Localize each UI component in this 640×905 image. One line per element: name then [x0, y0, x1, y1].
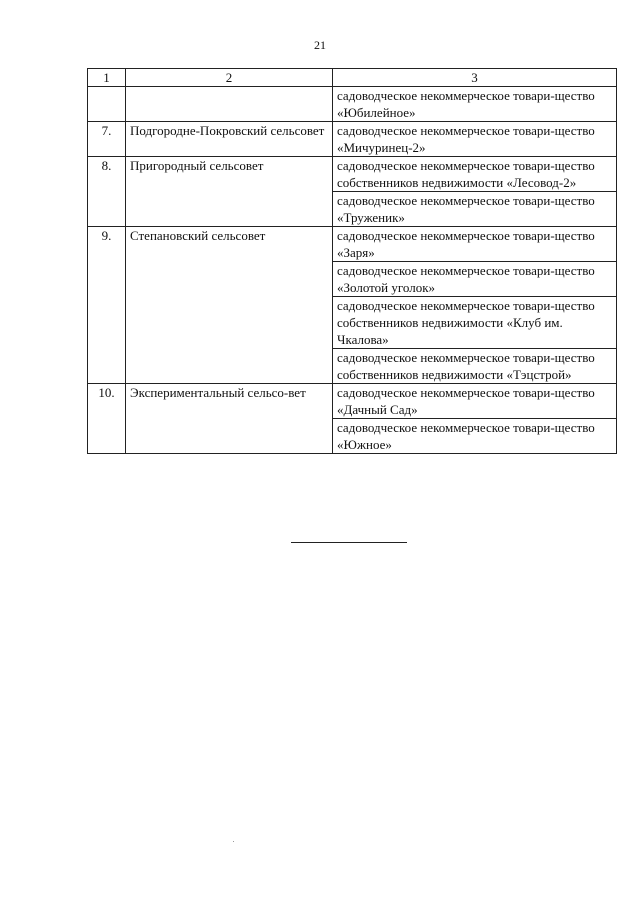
column-header: 2 [126, 69, 333, 87]
entity-name: садоводческое некоммерческое товари-щество «Южное» [333, 419, 617, 454]
organizations-table [87, 68, 617, 454]
row-number: 8. [88, 157, 126, 227]
scan-speck [233, 841, 234, 842]
table-row [88, 227, 617, 262]
entity-name: садоводческое некоммерческое товари-щество собственников недвижимости «Клуб им. Чкалова» [333, 297, 617, 349]
table-row [88, 87, 617, 122]
entity-name: садоводческое некоммерческое товари-щество «Труженик» [333, 192, 617, 227]
table-row [88, 122, 617, 157]
entity-name: садоводческое некоммерческое товари-щество «Дачный Сад» [333, 384, 617, 419]
district-name: Экспериментальный сельсо-вет [126, 384, 333, 454]
row-number [88, 87, 126, 122]
end-divider [291, 542, 407, 543]
entity-name: садоводческое некоммерческое товари-щество собственников недвижимости «Тэцстрой» [333, 349, 617, 384]
entity-name: садоводческое некоммерческое товари-щество «Мичуринец-2» [333, 122, 617, 157]
entity-name: садоводческое некоммерческое товари-щество «Заря» [333, 227, 617, 262]
entity-name: садоводческое некоммерческое товари-щество собственников недвижимости «Лесовод-2» [333, 157, 617, 192]
entity-name: садоводческое некоммерческое товари-щество «Юбилейное» [333, 87, 617, 122]
district-name: Пригородный сельсовет [126, 157, 333, 227]
district-name [126, 87, 333, 122]
column-header: 3 [333, 69, 617, 87]
page-number: 21 [314, 38, 326, 52]
district-name: Степановский сельсовет [126, 227, 333, 384]
column-header: 1 [88, 69, 126, 87]
district-name: Подгородне-Покровский сельсовет [126, 122, 333, 157]
table-header-row [88, 69, 617, 87]
table-row [88, 384, 617, 419]
row-number: 9. [88, 227, 126, 384]
table-row [88, 157, 617, 192]
row-number: 10. [88, 384, 126, 454]
row-number: 7. [88, 122, 126, 157]
entity-name: садоводческое некоммерческое товари-щество «Золотой уголок» [333, 262, 617, 297]
